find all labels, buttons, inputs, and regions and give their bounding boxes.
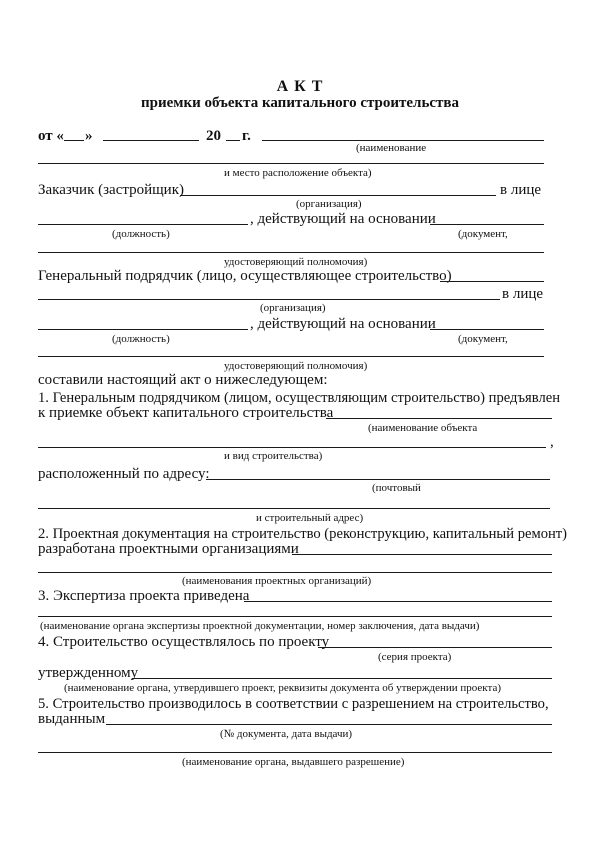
item4-approver-field[interactable] — [132, 678, 552, 679]
item2-line1: 2. Проектная документация на строительство (реконструкцию, капитальный ремонт) — [38, 526, 568, 542]
contractor-acting-on: , действующий на основании — [250, 316, 436, 332]
compiled-statement: составили настоящий акт о нижеследующем: — [38, 372, 328, 388]
item5-issuer-field[interactable] — [38, 752, 552, 753]
item3-expertise-field[interactable] — [244, 601, 552, 602]
item1-building-address-field[interactable] — [38, 508, 550, 509]
document-title: А К Т — [276, 78, 324, 95]
item1-line1: 1. Генеральным подрядчиком (лицом, осуществляющим строительство) предъявлен — [38, 390, 561, 406]
item4-series-caption: (серия проекта) — [378, 651, 452, 663]
year-field[interactable] — [226, 140, 240, 141]
customer-org-field[interactable] — [180, 195, 496, 196]
item2-designers-field-2[interactable] — [38, 572, 552, 573]
item4-project-field[interactable] — [318, 647, 552, 648]
item4-approver-caption: (наименование органа, утвердившего проект, реквизиты документа об утверждении проекта) — [64, 682, 501, 694]
contractor-org-caption: (организация) — [260, 302, 326, 314]
item2-line2: разработана проектными организациями — [38, 541, 299, 557]
document-subtitle: приемки объекта капитального строительства — [140, 95, 460, 111]
contractor-org-field[interactable] — [38, 299, 500, 300]
object-name-caption: (наименование — [356, 142, 427, 154]
item2-caption: (наименования проектных организаций) — [182, 575, 372, 587]
object-name-field[interactable] — [262, 140, 544, 141]
item3-line1: 3. Экспертиза проекта приведена — [38, 588, 250, 604]
customer-document-caption: (документ, — [458, 228, 508, 240]
customer-document-field[interactable] — [430, 224, 544, 225]
customer-org-caption: (организация) — [296, 198, 362, 210]
contractor-position-field[interactable] — [38, 329, 248, 330]
date-quote-close: » — [85, 128, 93, 144]
customer-label: Заказчик (застройщик) — [38, 182, 184, 198]
item5-issuer-caption: (наименование органа, выдавшего разрешение) — [182, 756, 405, 768]
contractor-position-caption: (должность) — [112, 333, 170, 345]
item5-issued-label: выданным — [38, 711, 106, 727]
item1-postal-caption: (почтовый — [372, 482, 421, 494]
item4-approved-label: утвержденному — [38, 665, 139, 681]
customer-acting-on: , действующий на основании — [250, 211, 436, 227]
contractor-document-field[interactable] — [430, 329, 544, 330]
object-location-field[interactable] — [38, 163, 544, 164]
item1-comma: , — [550, 434, 554, 450]
contractor-label: Генеральный подрядчик (лицо, осуществляющее строительство) — [38, 268, 452, 284]
contractor-name-field[interactable] — [440, 281, 544, 282]
customer-authority-caption: удостоверяющий полномочия) — [224, 256, 368, 268]
year-suffix: г. — [242, 128, 251, 144]
contractor-authority-field[interactable] — [38, 356, 544, 357]
contractor-in-person: в лице — [502, 286, 544, 302]
contractor-document-caption: (документ, — [458, 333, 508, 345]
item5-doc-caption: (№ документа, дата выдачи) — [220, 728, 353, 740]
customer-position-caption: (должность) — [112, 228, 170, 240]
item1-object-field[interactable] — [326, 418, 552, 419]
customer-in-person: в лице — [500, 182, 542, 198]
item3-expertise-field-2[interactable] — [38, 616, 552, 617]
item4-line1: 4. Строительство осуществлялось по проекту — [38, 634, 330, 650]
customer-authority-field[interactable] — [38, 252, 544, 253]
year-prefix: 20 — [206, 128, 221, 144]
day-field[interactable] — [64, 140, 84, 141]
item1-object-caption: (наименование объекта — [368, 422, 478, 434]
contractor-authority-caption: удостоверяющий полномочия) — [224, 360, 368, 372]
item1-line2: к приемке объект капитального строительства — [38, 405, 334, 421]
item5-permit-field[interactable] — [106, 724, 552, 725]
item1-address-label: расположенный по адресу: — [38, 466, 210, 482]
item1-building-caption: и строительный адрес) — [256, 512, 364, 524]
item1-type-caption: и вид строительства) — [224, 450, 323, 462]
item2-designers-field[interactable] — [292, 554, 552, 555]
item1-postal-address-field[interactable] — [206, 479, 550, 480]
item1-type-field[interactable] — [38, 447, 546, 448]
customer-position-field[interactable] — [38, 224, 248, 225]
item5-line1: 5. Строительство производилось в соответствии с разрешением на строительство, — [38, 696, 549, 712]
item3-caption: (наименование органа экспертизы проектной документации, номер заключения, дата выдачи) — [40, 620, 480, 632]
object-location-caption: и место расположение объекта) — [224, 167, 372, 179]
date-prefix: от « — [38, 128, 64, 144]
month-field[interactable] — [103, 140, 199, 141]
